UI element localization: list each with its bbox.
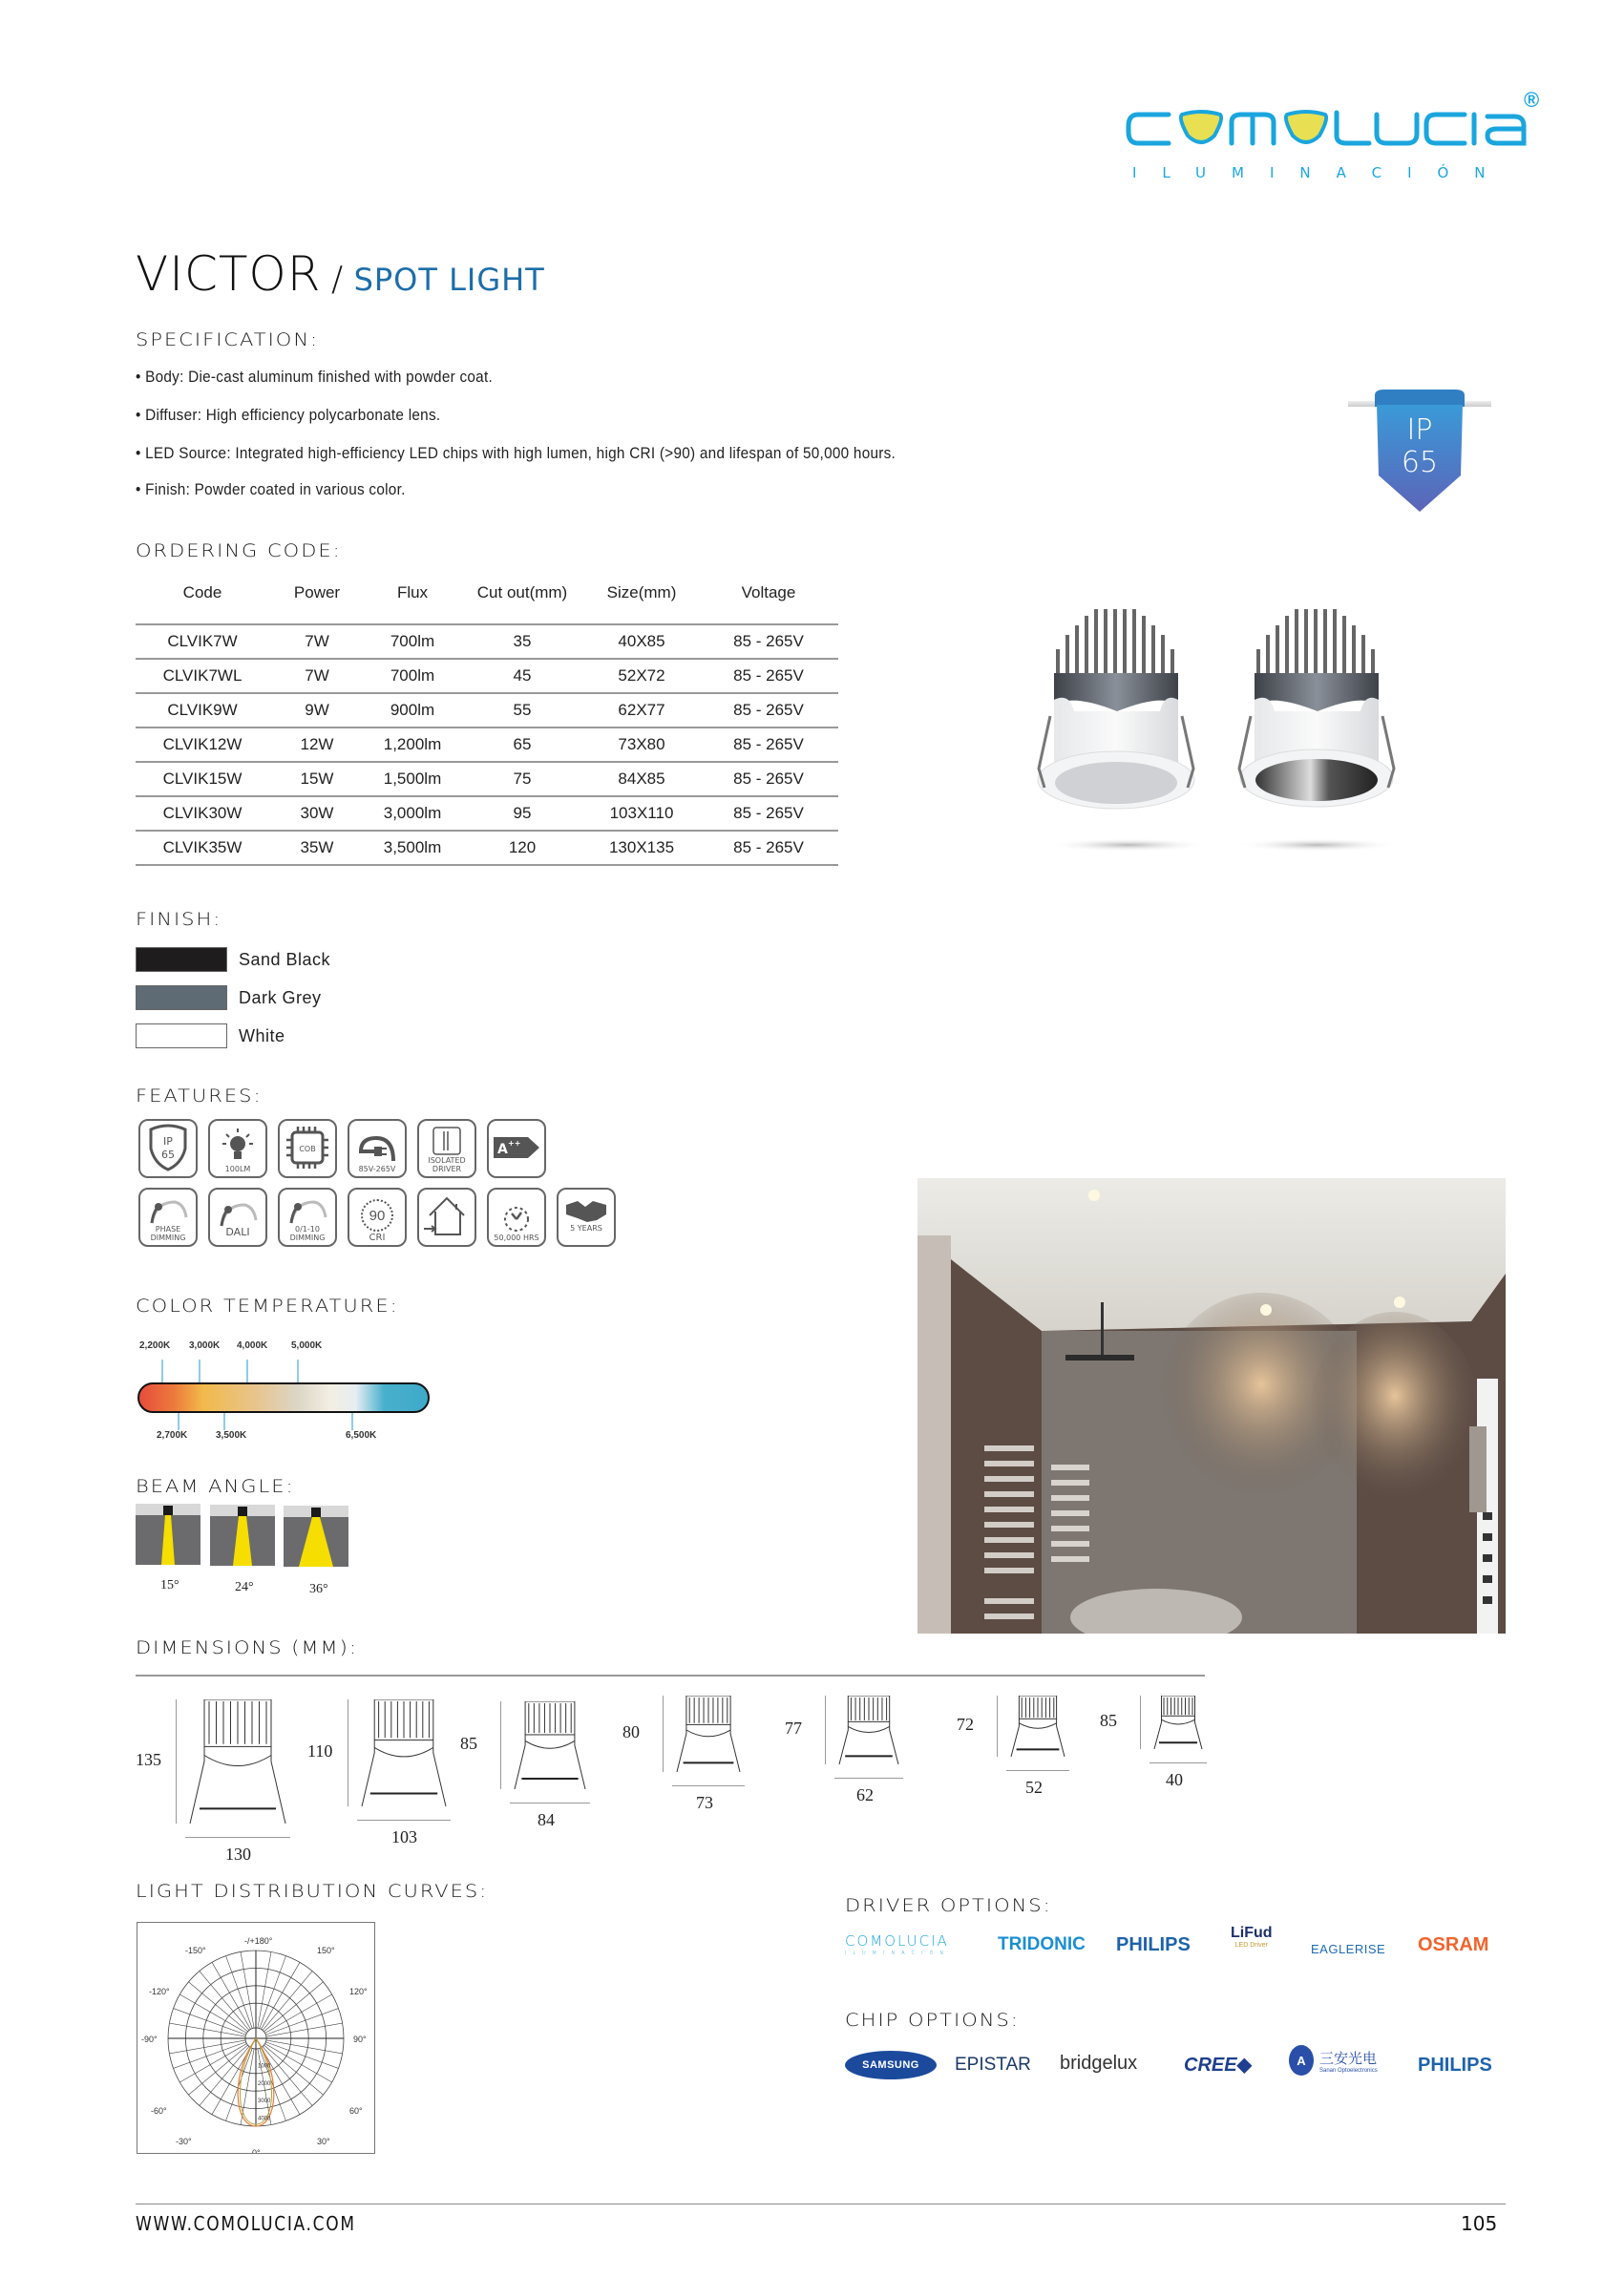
clock-icon	[500, 1205, 533, 1234]
finish-option	[136, 1017, 330, 1055]
color-temperature-heading: COLOR TEMPERATURE:	[136, 1296, 399, 1317]
page-title	[136, 246, 545, 302]
dimension-width: 73	[696, 1793, 713, 1812]
feature-caption: 50,000 HRS	[494, 1234, 539, 1242]
ip65-shield-icon	[147, 1122, 189, 1171]
polar-spoke	[189, 2045, 248, 2095]
feature-ip65	[138, 1119, 198, 1178]
finish-option	[136, 979, 330, 1017]
cell-flux: 700lm	[365, 624, 460, 659]
col-flux: Flux	[396, 582, 429, 601]
cell-size: 103X110	[584, 796, 699, 831]
beam-label-15: 15°	[160, 1578, 179, 1592]
handshake-icon	[564, 1197, 608, 1224]
feature-cri	[348, 1188, 407, 1247]
table-row	[136, 624, 838, 659]
svg-text:++: ++	[508, 1138, 521, 1148]
cell-flux: 1,200lm	[365, 728, 460, 762]
driver-logos	[845, 1927, 1513, 1965]
polar-spoke	[169, 2023, 245, 2036]
chip-options-heading: CHIP OPTIONS:	[845, 2010, 1020, 2031]
cob-chip-icon	[285, 1125, 330, 1171]
energy-class-icon	[494, 1137, 539, 1158]
finish-label: Dark Grey	[239, 987, 322, 1007]
ct-label-2200: 2,200K	[139, 1340, 171, 1351]
isolated-driver-icon	[431, 1126, 463, 1156]
dali-icon	[216, 1201, 260, 1228]
polar-spoke	[169, 2040, 245, 2054]
dimensions-heading: DIMENSIONS (MM):	[136, 1637, 358, 1658]
dimensions-divider	[136, 1675, 1205, 1677]
cell-flux: 3,500lm	[365, 831, 460, 865]
polar-angle-label: 0°	[252, 2148, 261, 2153]
cell-power: 7W	[269, 624, 365, 659]
indoor-house-icon	[424, 1194, 470, 1238]
cell-power: 12W	[269, 728, 365, 762]
fixture-outline	[510, 1701, 590, 1789]
dimension-width: 130	[225, 1845, 251, 1864]
beam-angle-heading: BEAM ANGLE:	[136, 1476, 295, 1497]
cell-size: 62X77	[584, 693, 699, 728]
dimension-width: 84	[538, 1810, 555, 1829]
svg-text:65: 65	[161, 1149, 175, 1161]
driver-logo-tridonic: TRIDONIC	[998, 1934, 1086, 1954]
ct-label-3500: 3,500K	[216, 1430, 247, 1441]
polar-angle-label: 30°	[317, 2137, 330, 2146]
website-link[interactable]: WWW.COMOLUCIA.COM	[136, 2212, 356, 2235]
swatch-sand-black	[136, 947, 227, 972]
features-heading: FEATURES:	[136, 1086, 263, 1107]
feature-caption: DALI	[225, 1226, 250, 1238]
swatch-white	[136, 1023, 227, 1048]
width-line	[357, 1820, 451, 1821]
dimension-height: 85	[1100, 1711, 1117, 1730]
swatch-dark-grey	[136, 985, 227, 1010]
beam-diagram-15	[136, 1504, 200, 1565]
cell-code: CLVIK9W	[136, 693, 269, 728]
logo-subtitle: ILUMINACIÓN	[1132, 164, 1511, 181]
cell-size: 84X85	[584, 762, 699, 796]
svg-text:A: A	[497, 1141, 508, 1157]
application-photo	[917, 1178, 1506, 1634]
polar-angle-label: 120°	[349, 1987, 368, 1996]
polar-spoke	[241, 2049, 254, 2125]
fixture-outline	[1149, 1696, 1207, 1749]
height-line	[500, 1701, 501, 1789]
cell-code: CLVIK15W	[136, 762, 269, 796]
polar-spoke	[266, 2023, 343, 2036]
col-power: Power	[293, 582, 341, 601]
cell-voltage: 85 - 265V	[699, 831, 838, 865]
cell-cutout: 75	[460, 762, 584, 796]
feature-caption: 100LM	[224, 1165, 251, 1173]
col-voltage: Voltage	[741, 582, 796, 601]
finish-option	[136, 940, 330, 979]
ct-label-3000: 3,000K	[189, 1340, 221, 1351]
ct-tick	[178, 1413, 179, 1430]
cell-size: 52X72	[584, 659, 699, 693]
feature-caption: 5 YEARS	[570, 1224, 602, 1233]
width-line	[834, 1778, 903, 1779]
table-row	[136, 762, 838, 796]
dimension-width: 52	[1025, 1778, 1043, 1797]
finish-label: White	[239, 1025, 285, 1045]
product-photo	[1022, 578, 1423, 854]
polar-angle-label: -/+180°	[244, 1936, 273, 1946]
polar-ring-value: 4000	[258, 2116, 271, 2122]
ct-tick	[199, 1360, 200, 1382]
height-line	[1140, 1696, 1141, 1749]
cell-cutout: 35	[460, 624, 584, 659]
cell-voltage: 85 - 265V	[699, 659, 838, 693]
ct-label-4000: 4,000K	[237, 1340, 268, 1351]
fixture-outline	[834, 1696, 903, 1764]
title-separator: /	[330, 260, 345, 299]
cell-flux: 1,500lm	[365, 762, 460, 796]
driver-logo-eaglerise: EAGLERISE	[1311, 1942, 1386, 1956]
comolucia-wordmark	[1125, 94, 1545, 162]
beam-diagram-36	[284, 1506, 348, 1567]
feature-caption: 0/1-10 DIMMING	[289, 1225, 326, 1242]
chip-logo-bridgelux: bridgelux	[1060, 2053, 1138, 2074]
beam-diagram-24	[210, 1505, 275, 1566]
ct-label-6500: 6,500K	[346, 1430, 377, 1441]
feature-voltage	[348, 1119, 407, 1178]
polar-spoke	[241, 1951, 254, 2028]
polar-angle-label: -90°	[141, 2035, 158, 2044]
cell-flux: 900lm	[365, 693, 460, 728]
cell-code: CLVIK35W	[136, 831, 269, 865]
0-10-dimming-icon	[285, 1198, 329, 1225]
cell-power: 35W	[269, 831, 365, 865]
height-line	[663, 1696, 664, 1772]
cell-code: CLVIK12W	[136, 728, 269, 762]
height-line	[825, 1696, 826, 1764]
spec-body: • Body: Die-cast aluminum finished with powder coat.	[136, 368, 494, 386]
light-distribution-heading: LIGHT DISTRIBUTION CURVES:	[136, 1881, 489, 1902]
polar-angle-label: -150°	[185, 1946, 206, 1955]
height-line	[997, 1696, 998, 1757]
cell-power: 7W	[269, 659, 365, 693]
cell-voltage: 85 - 265V	[699, 624, 838, 659]
chip-logo-philips: PHILIPS	[1418, 2055, 1492, 2076]
beam-label-24: 24°	[235, 1580, 254, 1594]
cell-code: CLVIK7W	[136, 624, 269, 659]
cell-flux: 3,000lm	[365, 796, 460, 831]
feature-phase-dimming	[138, 1188, 198, 1247]
dimension-drawings	[136, 1680, 1183, 1864]
height-line	[176, 1699, 177, 1824]
spec-diffuser: • Diffuser: High efficiency polycarbonate lens.	[136, 406, 441, 424]
feature-lifespan	[487, 1188, 546, 1247]
width-line	[1149, 1762, 1207, 1763]
feature-isolated-driver	[417, 1119, 476, 1178]
polar-angle-label: 60°	[349, 2106, 363, 2116]
polar-angle-label: 150°	[317, 1946, 335, 1955]
ct-tick	[161, 1360, 163, 1382]
feature-indoor	[417, 1188, 476, 1247]
feature-dali	[208, 1188, 267, 1247]
plug-icon	[355, 1132, 399, 1165]
cell-code: CLVIK7WL	[136, 659, 269, 693]
cell-voltage: 85 - 265V	[699, 796, 838, 831]
dimension-height: 110	[307, 1741, 333, 1761]
driver-options-heading: DRIVER OPTIONS:	[845, 1895, 1052, 1916]
svg-text:IP: IP	[163, 1135, 173, 1148]
badge-line2: 65	[1401, 446, 1439, 479]
polar-spoke	[264, 2045, 323, 2095]
ct-label-5000: 5,000K	[291, 1340, 323, 1351]
dimension-height: 85	[460, 1734, 477, 1753]
polar-spoke	[200, 1972, 249, 2031]
driver-logo-osram: OSRAM	[1418, 1934, 1489, 1955]
table-row	[136, 796, 838, 831]
features-grid	[138, 1119, 635, 1262]
ip65-badge	[1327, 382, 1518, 516]
spec-finish: • Finish: Powder coated in various color.	[136, 480, 406, 498]
ordering-code-heading: ORDERING CODE:	[136, 540, 342, 561]
cell-power: 15W	[269, 762, 365, 796]
polar-spoke	[258, 1951, 271, 2028]
fixture-chrome-reflector	[1236, 609, 1399, 852]
feature-warranty	[557, 1188, 616, 1247]
spec-led-source: • LED Source: Integrated high-efficiency LED chips with high lumen, high CRI (>90) and lifespan of 50,000 hours.	[136, 444, 896, 462]
cell-cutout: 55	[460, 693, 584, 728]
polar-chart	[137, 1923, 374, 2153]
width-line	[1006, 1770, 1069, 1771]
polar-angle-label: -60°	[151, 2106, 167, 2116]
table-row	[136, 659, 838, 693]
cell-flux: 700lm	[365, 659, 460, 693]
polar-diagram	[137, 1922, 375, 2154]
cell-cutout: 65	[460, 728, 584, 762]
polar-angle-label: 90°	[353, 2035, 367, 2044]
cell-voltage: 85 - 265V	[699, 762, 838, 796]
col-code: Code	[182, 582, 222, 601]
ct-tick	[297, 1360, 299, 1382]
polar-spoke	[263, 1972, 312, 2031]
page-number: 105	[1461, 2212, 1498, 2235]
ct-gradient-bar	[137, 1382, 430, 1413]
feature-caption: 85V-265V	[358, 1165, 396, 1173]
product-category: SPOT LIGHT	[353, 262, 545, 298]
cell-cutout: 95	[460, 796, 584, 831]
product-name: VICTOR	[136, 246, 322, 302]
ordering-table	[136, 561, 838, 866]
finish-label: Sand Black	[239, 949, 331, 969]
polar-ring-value: 2000	[258, 2080, 271, 2087]
ct-tick	[246, 1360, 248, 1382]
cell-size: 130X135	[584, 831, 699, 865]
polar-spoke	[264, 1982, 323, 2032]
driver-logo-comolucia: COMOLUCIA ILUMINACIÓN	[845, 1932, 951, 1956]
cri-icon: 90	[361, 1199, 393, 1232]
chip-logos	[845, 2043, 1513, 2091]
specification-list	[136, 368, 1186, 499]
registered-mark: ®	[1524, 88, 1540, 112]
ct-label-2700: 2,700K	[157, 1430, 188, 1441]
feature-energy-class	[487, 1119, 546, 1178]
feature-caption: CRI	[369, 1233, 386, 1243]
cell-cutout: 45	[460, 659, 584, 693]
width-line	[672, 1785, 745, 1786]
polar-spoke	[266, 2040, 343, 2054]
feature-100lm	[208, 1119, 267, 1178]
dimension-height: 135	[136, 1750, 161, 1769]
phase-dimming-icon	[146, 1198, 190, 1225]
dimension-width: 62	[856, 1785, 874, 1804]
cell-cutout: 120	[460, 831, 584, 865]
polar-ring-value: 1000	[258, 2063, 271, 2070]
fixture-outline	[185, 1699, 290, 1824]
bulb-icon	[219, 1127, 257, 1165]
cell-power: 9W	[269, 693, 365, 728]
polar-spoke	[189, 1982, 248, 2032]
chip-logo-sanan: A 三安光电 Sanan Optoelectronics	[1289, 2045, 1378, 2076]
table-header-row	[136, 561, 838, 624]
beam-angle-diagrams	[136, 1504, 384, 1609]
cell-voltage: 85 - 265V	[699, 728, 838, 762]
fixture-outline	[1006, 1696, 1069, 1757]
chip-logo-epistar: EPISTAR	[955, 2055, 1031, 2075]
table-row	[136, 693, 838, 728]
feature-caption: ISOLATED DRIVER	[428, 1156, 466, 1173]
col-size: Size(mm)	[606, 582, 677, 601]
col-cutout: Cut out(mm)	[476, 582, 568, 601]
dimension-height: 80	[622, 1722, 640, 1741]
beam-label-36: 36°	[309, 1582, 328, 1596]
table-row	[136, 831, 838, 865]
svg-text:COB: COB	[299, 1144, 316, 1153]
driver-logo-lifud: LiFud LED Driver	[1231, 1925, 1273, 1949]
polar-angle-label: -120°	[149, 1987, 170, 1996]
table-row	[136, 728, 838, 762]
ct-tick	[223, 1413, 225, 1430]
badge-line1: IP	[1406, 413, 1433, 447]
driver-logo-philips: PHILIPS	[1116, 1934, 1191, 1955]
feature-cob	[278, 1119, 337, 1178]
polar-angle-label: -30°	[176, 2137, 192, 2146]
brand-logo[interactable]	[1125, 88, 1545, 189]
finish-heading: FINISH:	[136, 909, 222, 930]
dimension-height: 72	[957, 1715, 974, 1734]
finish-list	[136, 940, 330, 1055]
dimension-width: 103	[391, 1827, 417, 1846]
ct-tick	[351, 1413, 353, 1430]
chip-logo-samsung: SAMSUNG	[845, 2051, 937, 2079]
cell-size: 73X80	[584, 728, 699, 762]
fixture-white-reflector	[1038, 609, 1210, 852]
cell-power: 30W	[269, 796, 365, 831]
dimension-width: 40	[1166, 1770, 1183, 1789]
polar-ring-value: 3000	[258, 2099, 271, 2105]
specification-heading: SPECIFICATION:	[136, 329, 320, 350]
feature-0-10-dimming	[278, 1188, 337, 1247]
cell-size: 40X85	[584, 624, 699, 659]
width-line	[185, 1837, 290, 1838]
chip-logo-cree: CREE◆	[1184, 2055, 1252, 2076]
cell-code: CLVIK30W	[136, 796, 269, 831]
fixture-outline	[357, 1699, 451, 1806]
dimension-height: 77	[785, 1719, 802, 1738]
feature-caption: PHASE DIMMING	[150, 1225, 186, 1242]
cell-voltage: 85 - 265V	[699, 693, 838, 728]
fixture-outline	[672, 1696, 745, 1772]
color-temperature-scale	[134, 1327, 439, 1451]
